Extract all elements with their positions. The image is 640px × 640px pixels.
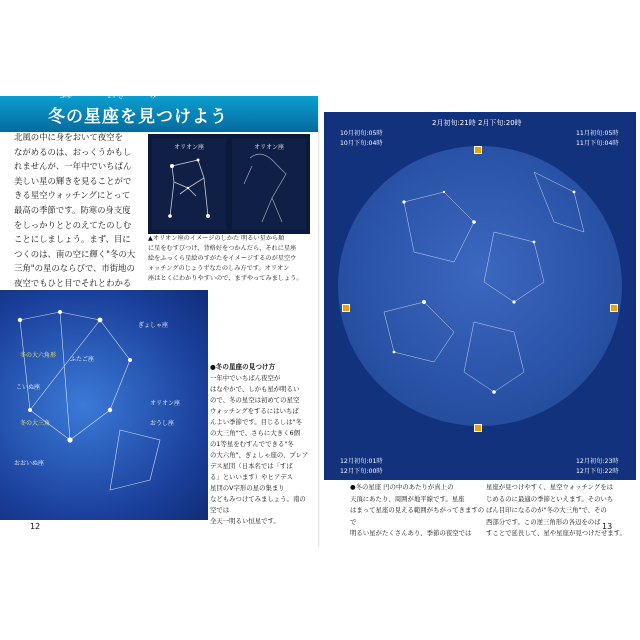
- intro-line: つくのは、南の空に輝く"冬の大: [14, 248, 136, 259]
- orion-caption: [148, 234, 316, 284]
- caption-line: ▲オリオン座のイメージのしかた 明るい星から順: [148, 235, 285, 242]
- how-to-title: ●冬の星座の見つけ方: [210, 363, 276, 371]
- how-line: などもみつけてみましょう。南の空では: [210, 495, 306, 514]
- note-line: はまって星座の見える範囲がちがってきますので: [350, 506, 485, 526]
- direction-marker-east: [342, 304, 350, 312]
- caption-line: に星をむすびつけ、背格好をつかんだら、それに星座: [148, 245, 297, 252]
- intro-line: 最高の季節です。防寒の身支度: [14, 204, 131, 215]
- note-line: すことで延長して、星や星座が見つけだせます。: [486, 529, 626, 537]
- time-top-right-2: 11月下旬:04時: [576, 140, 619, 147]
- page-number-left: 12: [30, 522, 41, 531]
- intro-line: ながめるのは、おっくうかもし: [14, 146, 132, 157]
- label-gemini: ふたご座: [70, 356, 95, 363]
- left-page: [0, 93, 320, 546]
- star-map: [324, 112, 636, 480]
- time-bottom-left-1: 12月初旬:01時: [340, 458, 383, 465]
- how-line: 一年中でいちばん夜空が: [210, 374, 281, 382]
- title-ruby-3: み: [150, 93, 157, 100]
- page-title: 冬の星座を見つけよう: [48, 107, 228, 127]
- label-winter-hexagon: 冬の大六角形: [20, 352, 57, 359]
- caption-line: 絵をふっくら星絵のすがたをイメージするのが星空ウ: [148, 255, 297, 262]
- winter-sky-map: [0, 290, 208, 520]
- right-page: [320, 96, 640, 546]
- caption-line: ォッチングのじょうずなたのしみ方です。オリオン: [148, 265, 290, 272]
- orion-photo-box: [148, 134, 310, 234]
- intro-line: 三角"の星のならびで、市街地の: [14, 263, 135, 274]
- note-line: 明るい星がたくさんあり、季節の夜空では: [350, 529, 472, 537]
- caption-line: 座はとくにわかりやすいので、まずやってみましょう。: [148, 275, 303, 282]
- time-bottom-right-2: 12月下旬:22時: [576, 468, 619, 475]
- page-number-right: 13: [602, 522, 613, 531]
- how-to-find-text: [210, 362, 310, 527]
- how-line: 星団のV字形の星の集まり: [210, 484, 285, 492]
- time-bottom-left-2: 12月下旬:00時: [340, 468, 383, 475]
- star-map-note-right: [486, 482, 636, 540]
- intro-line: 美しい星の輝きを見ることがで: [14, 175, 132, 186]
- label-winter-triangle: 冬の大三角: [20, 420, 51, 427]
- direction-marker-north: [474, 146, 482, 154]
- how-line: の1等星をむすんでできる"冬: [210, 440, 294, 448]
- note-line: 天頂にあたり、周囲が地平線です。星座: [350, 494, 465, 503]
- how-line: 全天一明るい恒星です。: [210, 517, 280, 525]
- time-top-left-1: 10月初旬:05時: [340, 130, 383, 137]
- intro-line: ことにしましょう。まず、目に: [14, 234, 131, 245]
- orion-label: オリオン座: [254, 144, 284, 151]
- label-canis-minor: こいぬ座: [16, 384, 41, 391]
- intro-line: れませんが、一年中でいちばん: [14, 161, 132, 172]
- how-line: んよい季節です。目じるしは"冬: [210, 418, 302, 426]
- how-line: はなやかで、しかも星が明るい: [210, 385, 300, 393]
- how-line: の大三角"で、さらに大きく6個: [210, 429, 300, 437]
- title-ruby-1: ふゆ: [60, 93, 73, 100]
- orion-figure: [232, 138, 306, 230]
- direction-marker-west: [610, 304, 618, 312]
- time-bottom-right-1: 12月初旬:23時: [576, 458, 619, 465]
- label-taurus: おうし座: [150, 420, 175, 427]
- time-top-right-1: 11月初旬:05時: [576, 130, 619, 137]
- note-line: ●冬の星座 円の中のあたりが真上の: [350, 483, 454, 491]
- intro-line: をしっかりととのえてたのしむ: [14, 219, 132, 230]
- label-orion: オリオン座: [150, 400, 180, 407]
- orion-lines: [152, 138, 226, 230]
- how-line: ので、冬の星空は初めての星空: [210, 396, 300, 404]
- how-line: デス星団（日本名では「すば: [210, 462, 293, 470]
- intro-text: [14, 130, 142, 305]
- orion-star-panel: [152, 138, 226, 230]
- note-line: ばん目印になるのが"冬の大三角"で、その: [486, 506, 607, 514]
- orion-figure-panel: [232, 138, 306, 230]
- title-bar: [0, 93, 320, 132]
- title-ruby-2: せいざ: [106, 93, 125, 100]
- intro-line: 夜空でもひと目でそれとわかる: [14, 277, 132, 288]
- time-top-left-2: 10月下旬:04時: [340, 140, 383, 147]
- how-line: ウォッチングをするにはいちば: [210, 407, 299, 415]
- note-line: じめるのに最適の季節といえます。そのいち: [486, 494, 614, 503]
- star-map-note-left: [350, 482, 486, 540]
- label-canis-major: おおいぬ座: [14, 460, 45, 467]
- direction-marker-south: [474, 424, 482, 432]
- note-line: 西部分です。この逆三角形の各辺をのば: [486, 517, 601, 526]
- how-line: の大六角"、ぎょしゃ座の、プレア: [210, 451, 309, 459]
- label-auriga: ぎょしゃ座: [138, 322, 169, 329]
- note-line: 星座が見つけやすく、星空ウォッチングをは: [486, 483, 613, 491]
- how-line: る」といいます）やヒアデス: [210, 473, 293, 481]
- intro-line: 北風の中に身をおいて夜空を: [14, 132, 123, 142]
- intro-line: きる星空ウォッチングにとって: [14, 190, 131, 201]
- orion-label: オリオン座: [174, 144, 204, 151]
- time-top: 2月初旬:21時 2月下旬:20時: [432, 119, 522, 127]
